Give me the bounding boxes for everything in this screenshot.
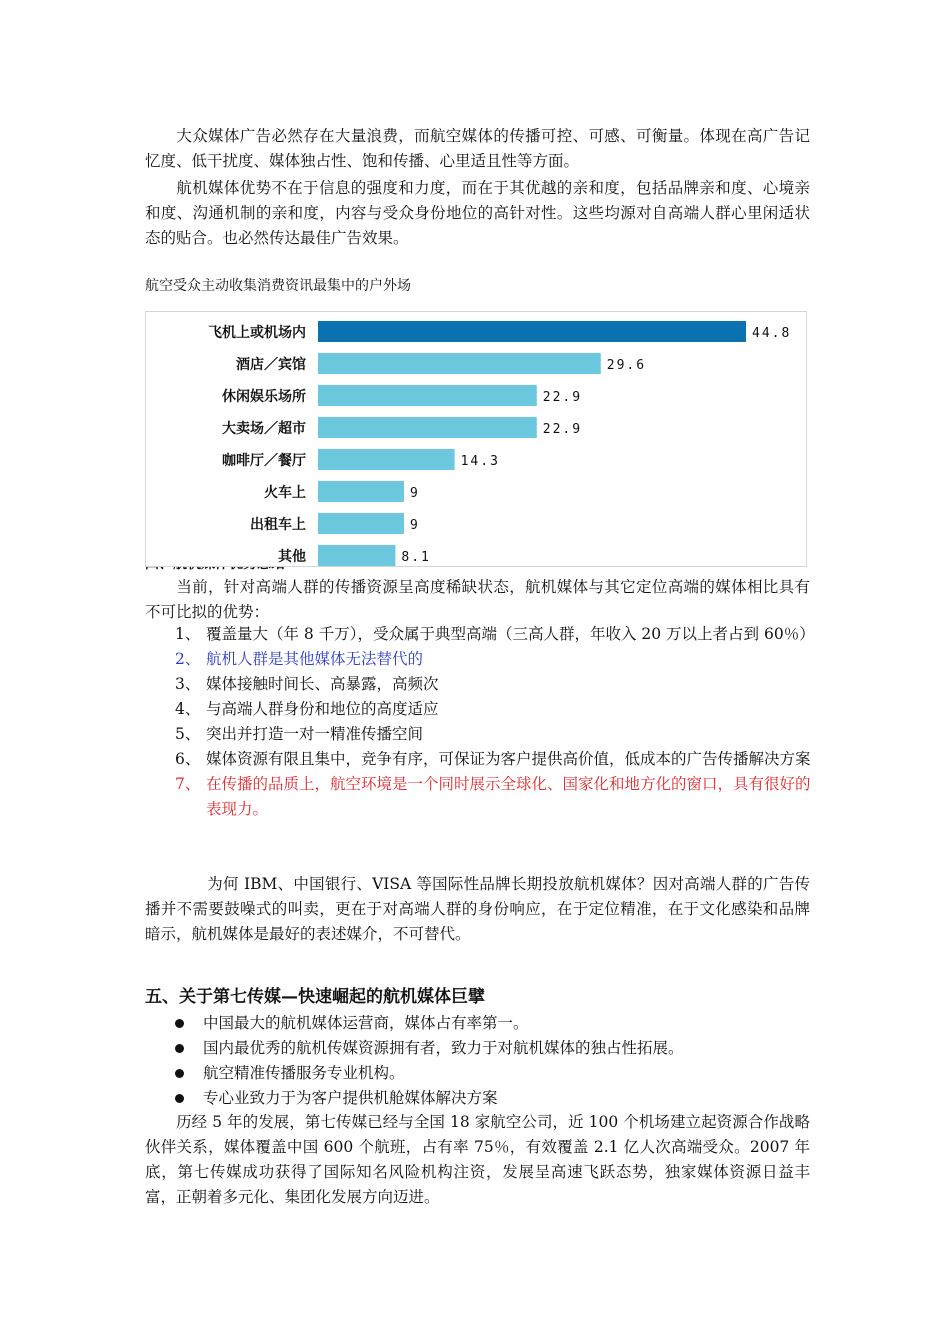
advantage-item bbox=[175, 697, 815, 722]
category-label: 火车上 bbox=[264, 485, 306, 501]
advantage-item bbox=[175, 772, 815, 822]
bullet-text: 专心业致力于为客户提供机舱媒体解决方案 bbox=[203, 1089, 498, 1107]
value-label: 9 bbox=[409, 486, 420, 501]
advantage-number: 5、 bbox=[175, 725, 201, 743]
bar-chart-svg bbox=[146, 312, 807, 567]
category-label: 酒店／宾馆 bbox=[236, 357, 306, 373]
bullet-item bbox=[175, 1036, 795, 1061]
category-label: 大卖场／超市 bbox=[222, 421, 306, 437]
advantage-number: 4、 bbox=[175, 700, 201, 718]
paragraph-text: 航机媒体优势不在于信息的强度和力度，而在于其优越的亲和度，包括品牌亲和度、心境亲和度、沟通机制的亲和度，内容与受众身份地位的高针对性。这些均源对自高端人群心里闲适状态的贴合。也必然传达最佳广告效果。 bbox=[145, 179, 810, 247]
bullet-dot-icon bbox=[175, 1069, 184, 1078]
bullet-dot-icon bbox=[175, 1094, 184, 1103]
advantage-item bbox=[175, 722, 815, 747]
category-label: 休闲娱乐场所 bbox=[222, 389, 306, 405]
advantage-text: 航机人群是其他媒体无法替代的 bbox=[206, 650, 424, 668]
paragraph-text: 当前，针对高端人群的传播资源呈高度稀缺状态，航机媒体与其它定位高端的媒体相比具有不可比拟的优势： bbox=[145, 578, 810, 621]
advantage-text: 覆盖量大（年 8 千万），受众属于典型高端（三高人群，年收入 20 万以上者占到 60％） bbox=[206, 625, 815, 643]
bar bbox=[318, 545, 395, 566]
advantage-number: 1、 bbox=[175, 625, 201, 643]
advantage-number: 7、 bbox=[175, 775, 201, 793]
advantage-text: 媒体资源有限且集中，竞争有序，可保证为客户提供高价值，低成本的广告传播解决方案 bbox=[206, 750, 811, 768]
advantage-item bbox=[175, 672, 815, 697]
bullet-item bbox=[175, 1061, 795, 1086]
value-label: 8.1 bbox=[401, 550, 431, 565]
bullet-text: 国内最优秀的航机传媒资源拥有者，致力于对航机媒体的独占性拓展。 bbox=[203, 1039, 684, 1057]
advantage-text: 媒体接触时间长、高暴露，高频次 bbox=[206, 675, 439, 693]
value-label: 9 bbox=[409, 518, 420, 533]
bar bbox=[318, 417, 537, 438]
bar-chart bbox=[145, 311, 807, 567]
paragraph-text: 历经 5 年的发展，第七传媒已经与全国 18 家航空公司，近 100 个机场建立起资源合作战略伙伴关系，媒体覆盖中国 600 个航班，占有率 75％，有效覆盖 2.1 亿人次高端受众。2007 年底，第七传媒成功获得了国际知名风险机构注资，发展呈高速飞跃态势，独家媒体资源日益丰富，正朝着多元化、集团化发展方向迈进。 bbox=[145, 1113, 810, 1206]
bar bbox=[318, 513, 404, 534]
bullet-dot-icon bbox=[175, 1019, 184, 1028]
advantage-number: 2、 bbox=[175, 650, 201, 668]
bar bbox=[318, 449, 455, 470]
advantage-item bbox=[175, 647, 815, 672]
advantage-text: 在传播的品质上，航空环境是一个同时展示全球化、国家化和地方化的窗口，具有很好的表现力。 bbox=[206, 775, 811, 818]
bullet-text: 航空精准传播服务专业机构。 bbox=[203, 1064, 405, 1082]
paragraph-text: 为何 IBM、中国银行、VISA 等国际性品牌长期投放航机媒体？因对高端人群的广告传播并不需要鼓噪式的叫卖，更在于对高端人群的身份响应，在于定位精准，在于文化感染和品牌暗示，航机媒体是最好的表述媒介，不可替代。 bbox=[145, 875, 810, 943]
paragraph-history bbox=[145, 1110, 810, 1210]
value-label: 14.3 bbox=[460, 454, 500, 469]
value-label: 22.9 bbox=[542, 422, 583, 437]
paragraph-scarcity bbox=[145, 575, 810, 625]
chart-caption: 航空受众主动收集消费资讯最集中的户外场 bbox=[145, 278, 411, 294]
advantage-text: 与高端人群身份和地位的高度适应 bbox=[206, 700, 439, 718]
value-label: 44.8 bbox=[752, 326, 792, 341]
category-label: 出租车上 bbox=[250, 517, 306, 533]
bullet-item bbox=[175, 1086, 795, 1111]
bar bbox=[318, 321, 746, 342]
paragraph-mass-media bbox=[145, 124, 810, 174]
paragraph-advantage-affinity bbox=[145, 176, 810, 251]
category-label: 咖啡厅／餐厅 bbox=[222, 453, 306, 469]
company-bullets bbox=[175, 1011, 795, 1111]
bullet-dot-icon bbox=[175, 1044, 184, 1053]
value-label: 22.9 bbox=[542, 390, 583, 405]
category-label: 其他 bbox=[278, 549, 306, 565]
section-title: 五、关于第七传媒—快速崛起的航机媒体巨擘 bbox=[145, 987, 485, 1007]
advantage-item bbox=[175, 622, 815, 647]
bar bbox=[318, 481, 404, 502]
bar bbox=[318, 385, 537, 406]
bullet-item bbox=[175, 1011, 795, 1036]
bar bbox=[318, 353, 601, 374]
paragraph-brands bbox=[145, 872, 810, 947]
paragraph-text: 大众媒体广告必然存在大量浪费，而航空媒体的传播可控、可感、可衡量。体现在高广告记忆度、低干扰度、媒体独占性、饱和传播、心里适且性等方面。 bbox=[145, 127, 810, 170]
advantage-item bbox=[175, 747, 815, 772]
value-label: 29.6 bbox=[606, 358, 647, 373]
category-label: 飞机上或机场内 bbox=[208, 325, 306, 341]
bullet-text: 中国最大的航机媒体运营商，媒体占有率第一。 bbox=[203, 1014, 529, 1032]
advantage-number: 3、 bbox=[175, 675, 201, 693]
advantages-list bbox=[175, 622, 815, 822]
advantage-text: 突出并打造一对一精准传播空间 bbox=[206, 725, 424, 743]
advantage-number: 6、 bbox=[175, 750, 201, 768]
